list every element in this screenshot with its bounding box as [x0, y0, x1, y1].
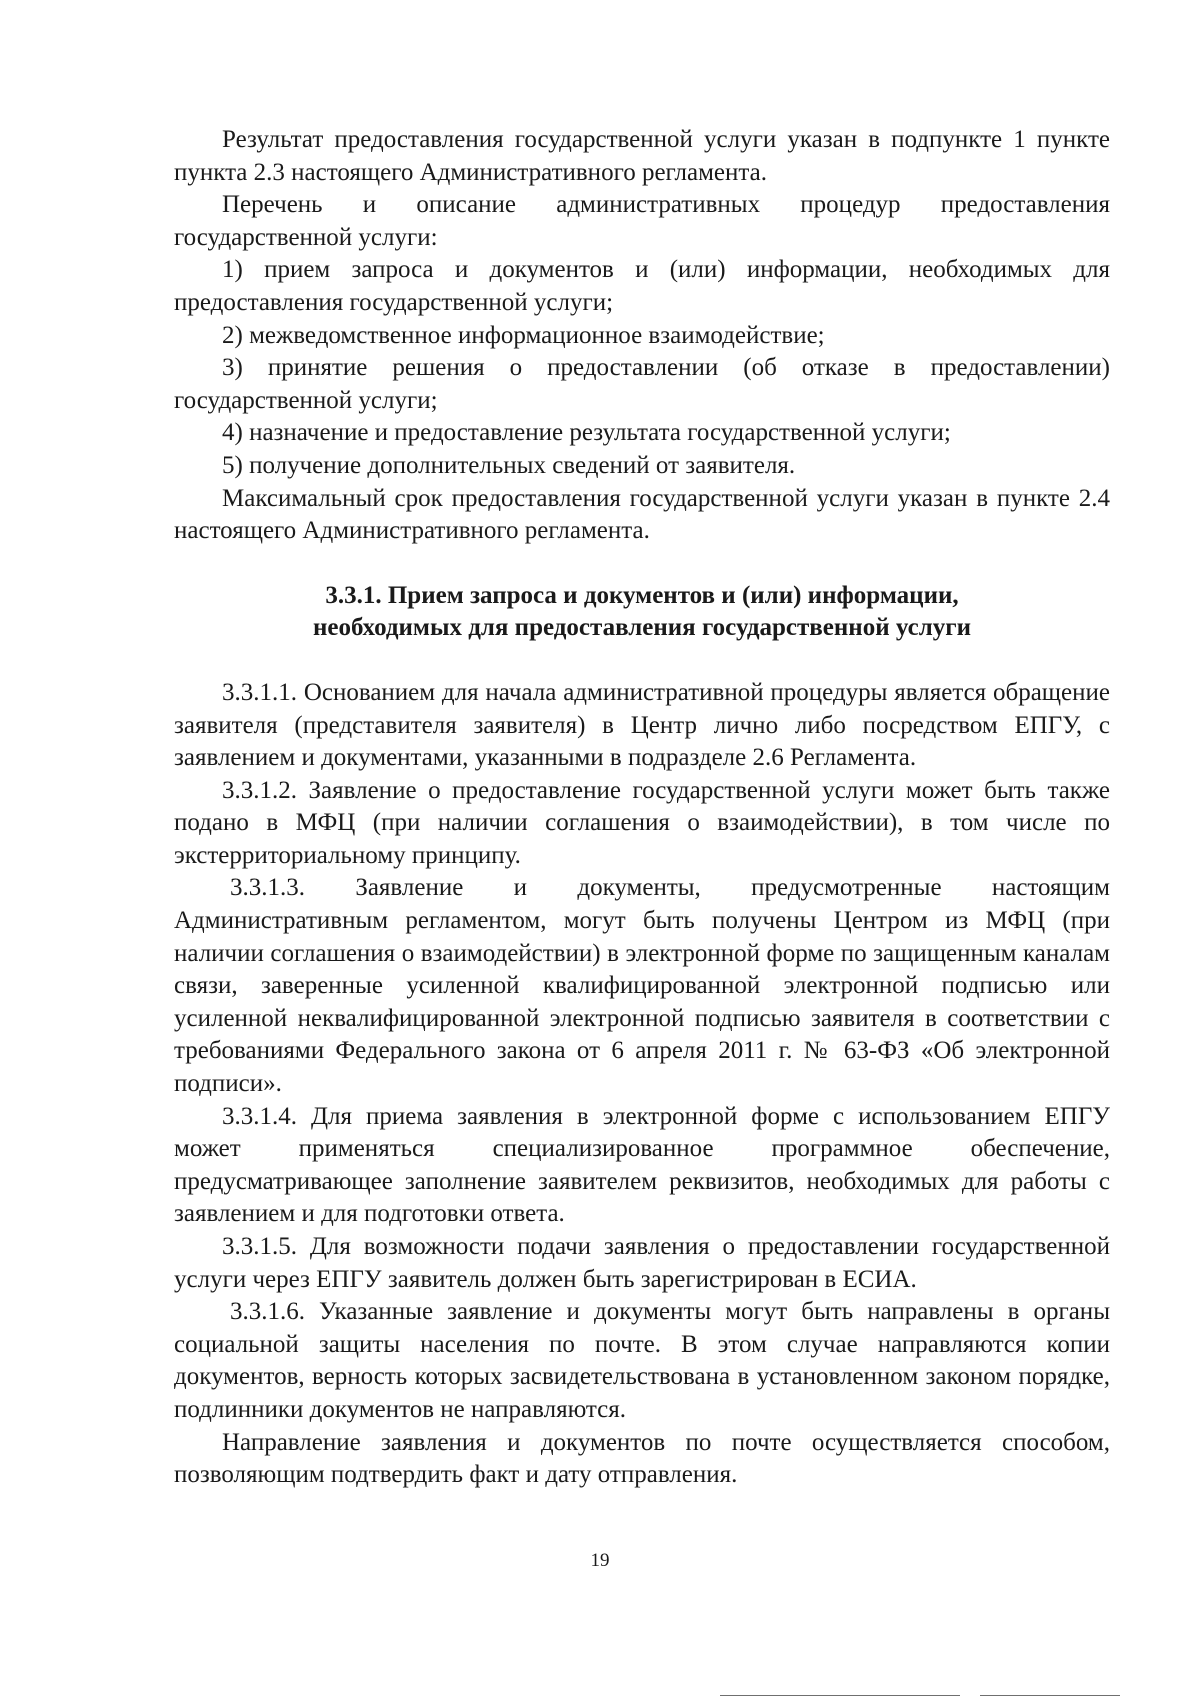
scan-artifact-line: [980, 1695, 1120, 1696]
section-heading: [174, 580, 1110, 645]
clause-3-3-1-3: 3.3.1.3. Заявление и документы, предусмотренные настоящим Административным регламентом, могут быть получены Центром из МФЦ (при наличии соглашения о взаимодействии) в электронной форме по защищенным каналам связи, заверенные усиленной квалифицированной электронной подписью или усиленной неквалифицированной электронной подписью заявителя в соответствии с требованиями Федерального закона от 6 апреля 2011 г. № 63-ФЗ «Об электронной подписи».: [174, 874, 1110, 1098]
list-item-2: 2) межведомственное информационное взаимодействие;: [222, 321, 825, 349]
clause-3-3-1-2: 3.3.1.2. Заявление о предоставление государственной услуги может быть также подано в МФЦ (при наличии соглашения о взаимодействии), в том числе по экстерриториальному принципу.: [174, 776, 1110, 869]
list-item-4: 4) назначение и предоставление результата государственной услуги;: [222, 419, 951, 447]
section-heading-line-2: необходимых для предоставления государственной услуги: [313, 614, 971, 642]
scan-artifact-line: [720, 1695, 960, 1696]
paragraph-max-term: Максимальный срок предоставления государственной услуги указан в пункте 2.4 настоящего Административного регламента.: [174, 484, 1110, 545]
list-item-3: 3) принятие решения о предоставлении (об отказе в предоставлении) государственной услуги;: [174, 354, 1110, 414]
paragraph-procedures-list-intro: Перечень и описание административных процедур предоставления государственной услуги:: [174, 191, 1110, 251]
clause-3-3-1-6: 3.3.1.6. Указанные заявление и документы могут быть направлены в органы социальной защиты населения по почте. В этом случае направляются копии документов, верность которых засвидетельствована в установленном законом порядке, подлинники документов не направляются.: [174, 1298, 1110, 1423]
paragraph-result: Результат предоставления государственной услуги указан в подпункте 1 пункте пункта 2.3 настоящего Административного регламента.: [174, 126, 1110, 186]
section-heading-line-1: 3.3.1. Прием запроса и документов и (или) информации,: [325, 581, 959, 609]
list-item-1: 1) прием запроса и документов и (или) информации, необходимых для предоставления государственной услуги;: [174, 256, 1110, 316]
page-number: 19: [590, 1550, 610, 1571]
clause-3-3-1-1: 3.3.1.1. Основанием для начала административной процедуры является обращение заявителя (представителя заявителя) в Центр лично либо посредством ЕПГУ, с заявлением и документами, указанными в подразделе 2.6 Регламента.: [174, 678, 1110, 772]
clause-3-3-1-4: 3.3.1.4. Для приема заявления в электронной форме с использованием ЕПГУ может применяться специализированное программное обеспечение, предусматривающее заполнение заявителем реквизитов, необходимых для работы с заявлением и для подготовки ответа.: [174, 1102, 1110, 1228]
page-content: [174, 124, 1110, 1492]
paragraph-mail-sending: Направление заявления и документов по почте осуществляется способом, позволяющим подтвердить факт и дату отправления.: [174, 1428, 1110, 1489]
list-item-5: 5) получение дополнительных сведений от заявителя.: [222, 451, 796, 479]
clause-3-3-1-5: 3.3.1.5. Для возможности подачи заявления о предоставлении государственной услуги через ЕПГУ заявитель должен быть зарегистрирован в ЕСИА.: [174, 1233, 1110, 1293]
